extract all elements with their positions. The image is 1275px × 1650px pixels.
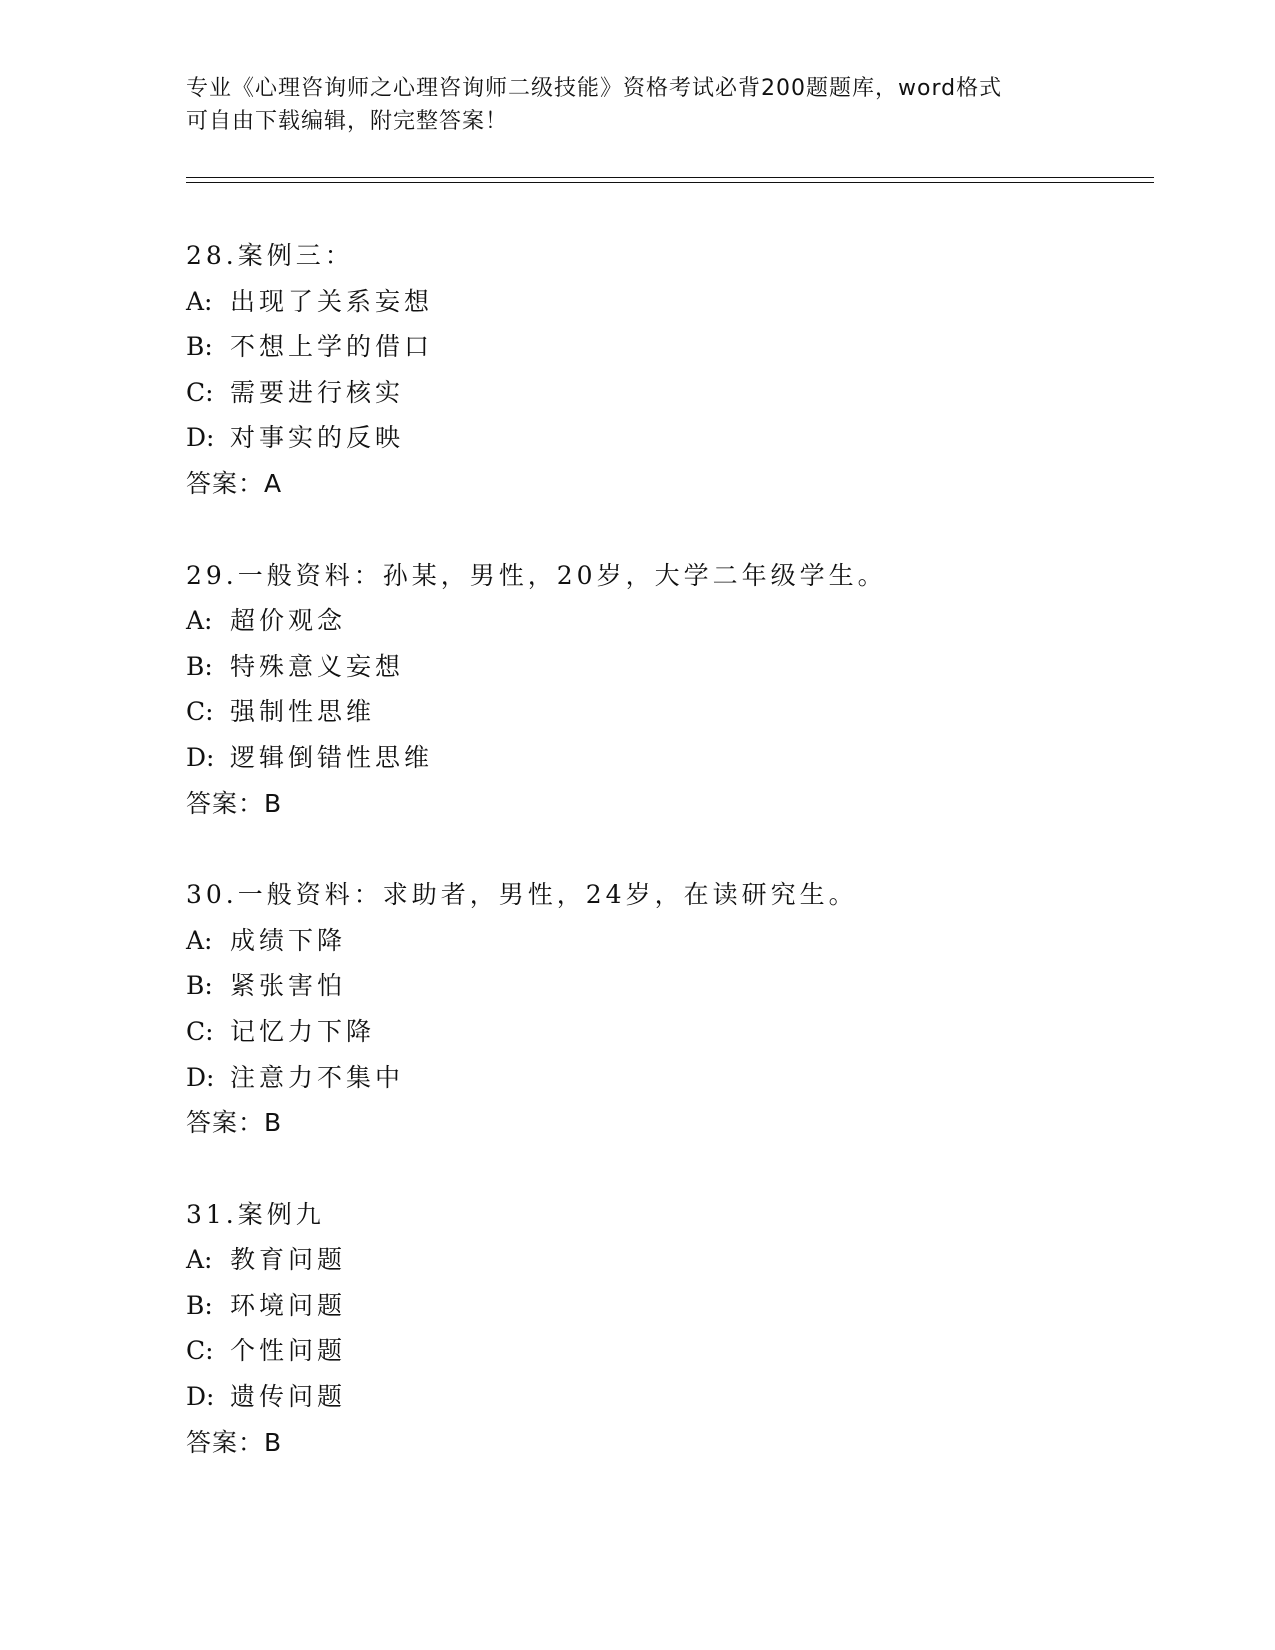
header-divider-bottom [186,182,1154,183]
header-line-1: 专业《心理咨询师之心理咨询师二级技能》资格考试必背200题题库，word格式 [186,76,1003,101]
option-text: 对事实的反映 [230,423,405,453]
option-text: 特殊意义妄想 [230,651,405,681]
option-text: 逻辑倒错性思维 [230,742,434,772]
answer-line: 答案：B [186,1108,283,1138]
option-c [186,370,1136,416]
option-b [186,1283,1136,1329]
answer-line: 答案：B [186,1427,283,1457]
answer-line: 答案：A [186,468,283,498]
question-31 [186,1192,1136,1466]
question-30 [186,872,1136,1146]
option-a [186,918,1136,964]
option-text: 成绩下降 [230,925,347,955]
option-text: 出现了关系妄想 [230,286,434,316]
question-stem: 30.一般资料：求助者，男性，24岁，在读研究生。 [186,880,858,910]
option-text: 超价观念 [230,606,347,636]
option-c [186,689,1136,735]
option-c [186,1328,1136,1374]
option-letter: B: [186,651,213,681]
question-stem: 29.一般资料：孙某，男性，20岁，大学二年级学生。 [186,560,887,590]
option-text: 记忆力下降 [230,1016,376,1046]
option-letter: C: [186,1016,214,1046]
option-b [186,644,1136,690]
option-a [186,598,1136,644]
option-text: 需要进行核实 [230,377,405,407]
option-letter: B: [186,332,213,362]
option-letter: C: [186,377,214,407]
option-d [186,1055,1136,1101]
option-d [186,735,1136,781]
option-text: 强制性思维 [230,697,376,727]
option-text: 环境问题 [230,1290,347,1320]
option-b [186,324,1136,370]
option-text: 教育问题 [230,1245,347,1275]
option-d [186,1374,1136,1420]
option-letter: A: [186,606,213,636]
option-text: 个性问题 [230,1336,347,1366]
option-letter: D: [186,1062,215,1092]
option-b [186,963,1136,1009]
question-stem: 31.案例九 [186,1199,325,1229]
option-letter: A: [186,1245,213,1275]
option-letter: B: [186,971,213,1001]
question-28 [186,233,1136,507]
option-a [186,279,1136,325]
question-29 [186,553,1136,827]
option-text: 紧张害怕 [230,971,347,1001]
option-a [186,1237,1136,1283]
option-letter: C: [186,697,214,727]
option-letter: D: [186,742,215,772]
answer-line: 答案：B [186,788,283,818]
option-text: 遗传问题 [230,1382,347,1412]
header-line-2: 可自由下载编辑，附完整答案！ [186,109,509,134]
option-c [186,1009,1136,1055]
option-letter: C: [186,1336,214,1366]
header-divider-top [186,177,1154,178]
option-letter: D: [186,423,215,453]
option-text: 不想上学的借口 [230,332,434,362]
document-header [186,72,1066,138]
option-d [186,415,1136,461]
option-letter: A: [186,925,213,955]
question-list [186,233,1136,1511]
question-stem: 28.案例三： [186,241,354,270]
option-letter: D: [186,1382,215,1412]
option-letter: B: [186,1290,213,1320]
option-letter: A: [186,286,213,316]
option-text: 注意力不集中 [230,1062,405,1092]
